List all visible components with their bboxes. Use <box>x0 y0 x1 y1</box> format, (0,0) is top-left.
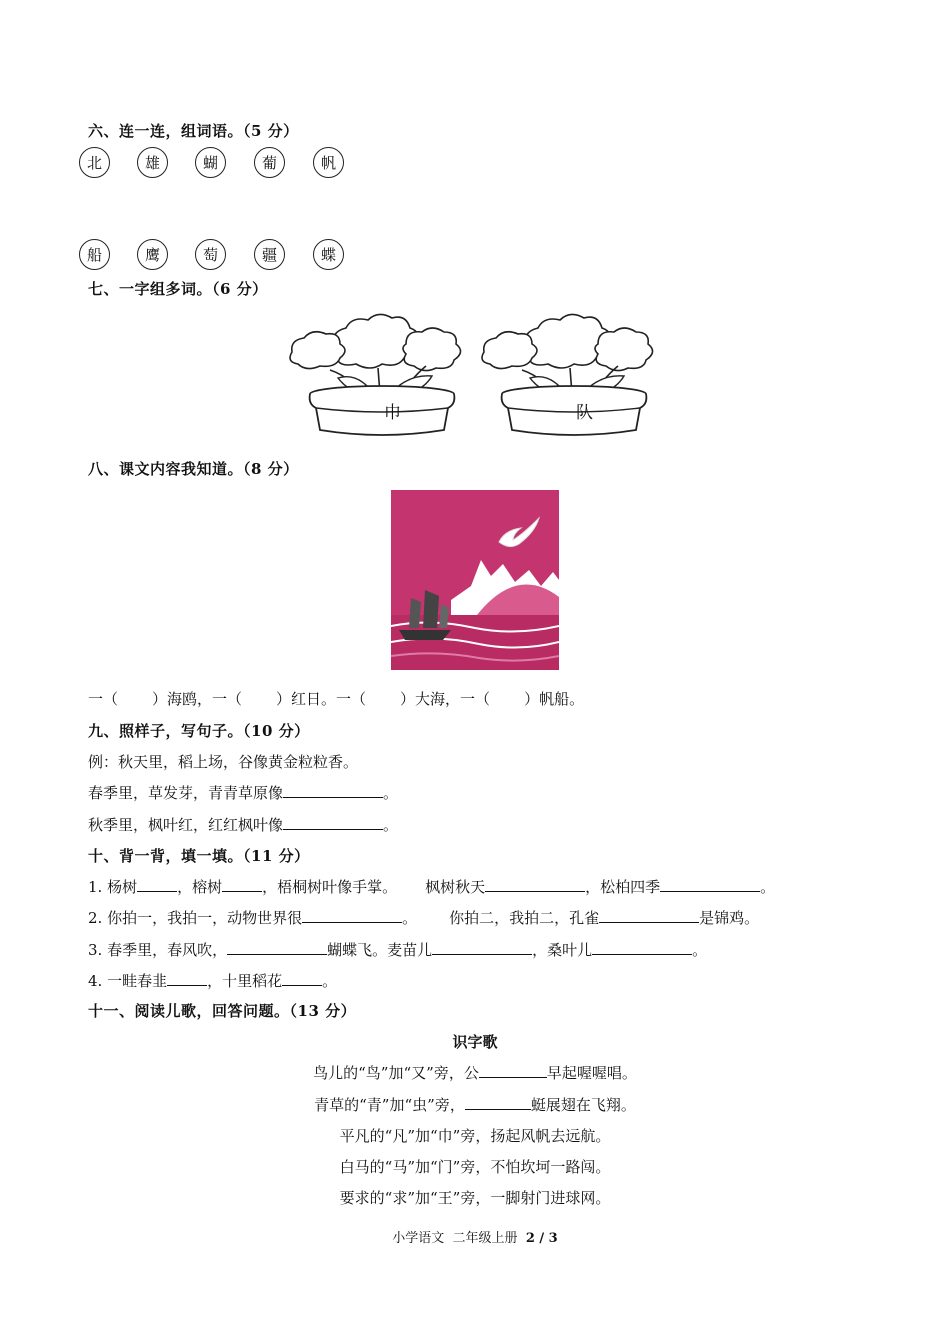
section11-heading: 十一、阅读儿歌，回答问题。（13 分） <box>88 1002 357 1020</box>
blank-butterfly[interactable] <box>227 939 327 955</box>
char-circle-bottom-3[interactable]: 萄 <box>195 239 226 270</box>
pot-char-2: 队 <box>576 403 593 423</box>
blank-autumn-leaves[interactable] <box>283 814 383 830</box>
section6-heading: 六、连一连，组词语。（5 分） <box>88 122 299 140</box>
section9-heading: 九、照样子，写句子。（10 分） <box>88 722 310 740</box>
section7-heading: 七、一字组多词。（6 分） <box>88 280 268 298</box>
section9-q2: 秋季里，枫叶红，红红枫叶像 。 <box>88 816 399 834</box>
page-footer: 小学语文 二年级上册 2 / 3 <box>392 1231 558 1246</box>
blank-pine-seasons[interactable] <box>660 876 760 892</box>
char-circle-bottom-4[interactable]: 疆 <box>254 239 285 270</box>
section10-heading: 十、背一背，填一填。（11 分） <box>88 847 310 865</box>
blank-animal-world[interactable] <box>302 907 402 923</box>
blank-mulberry[interactable] <box>592 939 692 955</box>
flower-pots-illustration <box>286 310 666 438</box>
blank-maple-autumn[interactable] <box>485 876 585 892</box>
blank-wheat[interactable] <box>432 939 532 955</box>
blank-peacock[interactable] <box>599 907 699 923</box>
section8-heading: 八、课文内容我知道。（8 分） <box>88 460 299 478</box>
blank-spring-grass[interactable] <box>283 782 383 798</box>
section10-line2: 2. 你拍一，我拍一，动物世界很 。 你拍二，我拍二，孔雀 是锦鸡。 <box>88 909 760 927</box>
char-circle-bottom-1[interactable]: 船 <box>79 239 110 270</box>
poem-line-5: 要求的“求”加“王”旁，一脚射门进球网。 <box>339 1189 611 1207</box>
poem-line-2: 青草的“青”加“虫”旁， 蜓展翅在飞翔。 <box>314 1096 636 1114</box>
section10-line4: 4. 一畦春韭 ，十里稻花 。 <box>88 972 338 990</box>
blank-rooster[interactable] <box>479 1062 547 1078</box>
char-circle-bottom-5[interactable]: 蝶 <box>313 239 344 270</box>
section9-example: 例：秋天里，稻上场，谷像黄金粒粒香。 <box>88 753 359 771</box>
blank-poplar[interactable] <box>137 876 177 892</box>
blank-dragonfly[interactable] <box>465 1094 531 1110</box>
poem-line-3: 平凡的“凡”加“巾”旁，扬起风帆去远航。 <box>339 1127 611 1145</box>
char-circle-top-2[interactable]: 雄 <box>137 147 168 178</box>
char-circle-top-1[interactable]: 北 <box>79 147 110 178</box>
section10-line3: 3. 春季里，春风吹， 蝴蝶飞。麦苗儿 ，桑叶儿 。 <box>88 941 708 959</box>
blank-rice-flower[interactable] <box>282 970 322 986</box>
poem-line-4: 白马的“马”加“门”旁，不怕坎坷一路闯。 <box>339 1158 611 1176</box>
char-circle-top-5[interactable]: 帆 <box>313 147 344 178</box>
poem-title: 识字歌 <box>452 1033 498 1051</box>
section8-fill-line: 一（ ）海鸥，一（ ）红日。一（ ）大海，一（ ）帆船。 <box>88 690 585 708</box>
poem-line-1: 鸟儿的“鸟”加“又”旁，公 早起喔喔唱。 <box>313 1064 637 1082</box>
section9-q1: 春季里，草发芽，青青草原像 。 <box>88 784 399 802</box>
blank-chives[interactable] <box>167 970 207 986</box>
char-circle-bottom-2[interactable]: 鹰 <box>137 239 168 270</box>
blank-banyan[interactable] <box>222 876 262 892</box>
section10-line1: 1. 杨树 ，榕树 ，梧桐树叶像手掌。 枫树秋天 ，松柏四季 。 <box>88 878 776 896</box>
sea-picture <box>391 490 559 670</box>
char-circle-top-3[interactable]: 蝴 <box>195 147 226 178</box>
pot-char-1: 巾 <box>384 403 401 423</box>
page-number: 2 / 3 <box>525 1231 558 1246</box>
char-circle-top-4[interactable]: 葡 <box>254 147 285 178</box>
